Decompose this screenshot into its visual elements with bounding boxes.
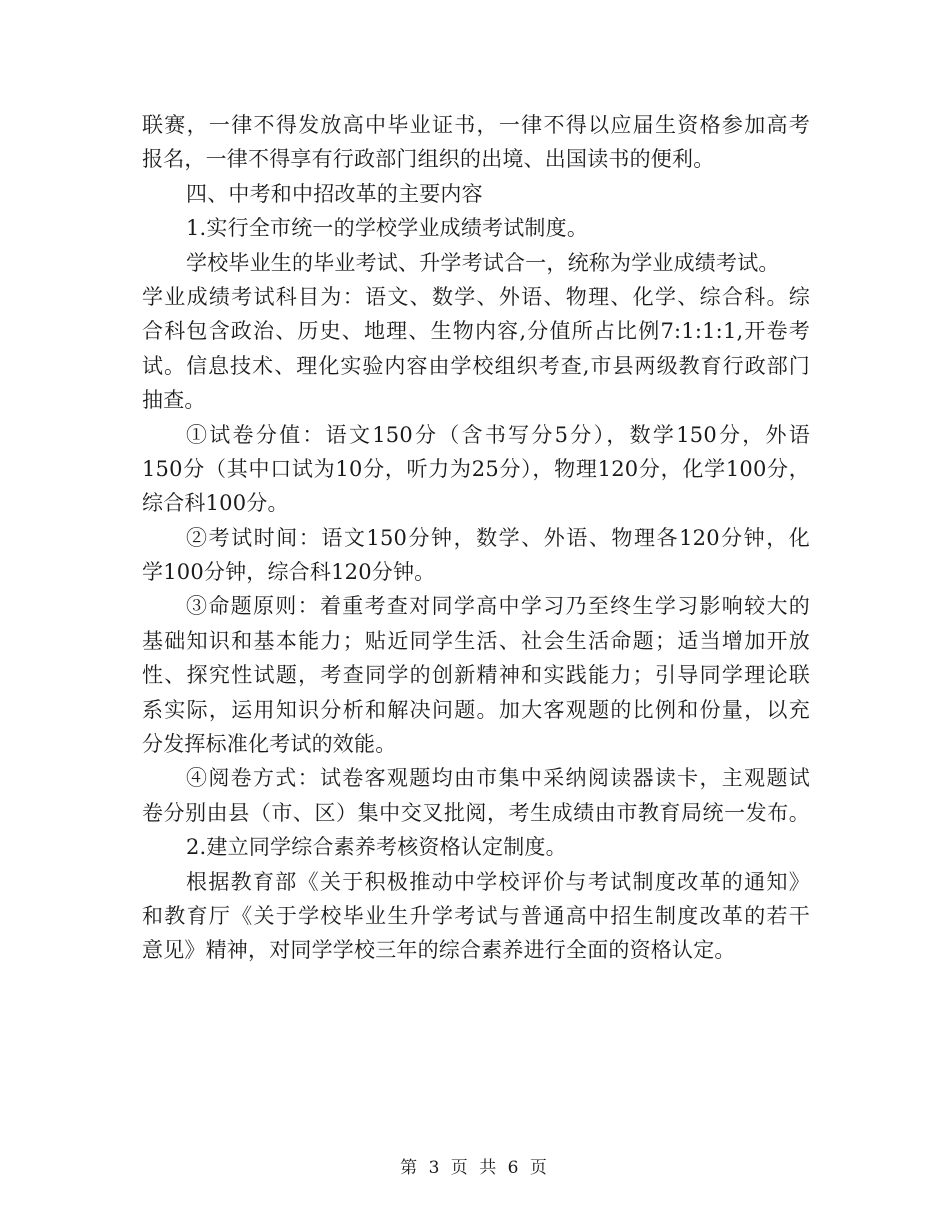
text-line: 联赛，一律不得发放高中毕业证书，一律不得以应届生资格参加高考 bbox=[142, 113, 810, 137]
list-item: ②考试时间：语文150分钟，数学、外语、物理各120分钟，化 bbox=[186, 525, 810, 550]
list-item: ①试卷分值：语文150分（含书写分5分），数学150分，外语 bbox=[186, 422, 810, 447]
text-line: 试。信息技术、理化实验内容由学校组织考查,市县两级教育行政部门 bbox=[142, 353, 810, 378]
document-body bbox=[142, 108, 810, 968]
text-line: 性、探究性试题，考查同学的创新精神和实践能力；引导同学理论联 bbox=[142, 663, 810, 688]
text-line: 抽查。 bbox=[142, 388, 206, 413]
text-line: 和教育厅《关于学校毕业生升学考试与普通高中招生制度改革的若干 bbox=[142, 903, 810, 928]
list-item: ④阅卷方式：试卷客观题均由市集中采纳阅读器读卡，主观题试 bbox=[186, 766, 810, 791]
list-item: ③命题原则：着重考查对同学高中学习乃至终生学习影响较大的 bbox=[186, 594, 810, 619]
section-heading: 四、中考和中招改革的主要内容 bbox=[186, 181, 483, 206]
text-line: 150分（其中口试为10分，听力为25分），物理120分，化学100分， bbox=[142, 456, 810, 481]
page-number: 第 3 页 共 6 页 bbox=[400, 1158, 550, 1178]
text-line: 学校毕业生的毕业考试、升学考试合一，统称为学业成绩考试。 bbox=[186, 250, 780, 275]
text-line: 学100分钟，综合科120分钟。 bbox=[142, 560, 436, 585]
text-line: 学业成绩考试科目为：语文、数学、外语、物理、化学、综合科。综 bbox=[142, 284, 810, 309]
text-line: 系实际，运用知识分析和解决问题。加大客观题的比例和份量，以充 bbox=[142, 697, 810, 722]
text-line: 意见》精神，对同学学校三年的综合素养进行全面的资格认定。 bbox=[142, 938, 736, 963]
text-line: 根据教育部《关于积极推动中学校评价与考试制度改革的通知》 bbox=[186, 869, 810, 894]
subsection-heading: 2.建立同学综合素养考核资格认定制度。 bbox=[186, 835, 567, 860]
subsection-heading: 1.实行全市统一的学校学业成绩考试制度。 bbox=[186, 216, 589, 241]
text-line: 合科包含政治、历史、地理、生物内容,分值所占比例7:1:1:1,开卷考 bbox=[142, 319, 810, 344]
text-line: 综合科100分。 bbox=[142, 491, 289, 516]
text-line: 卷分别由县（市、区）集中交叉批阅，考生成绩由市教育局统一发布。 bbox=[142, 800, 810, 825]
text-line: 基础知识和基本能力；贴近同学生活、社会生活命题；适当增加开放 bbox=[142, 628, 810, 653]
text-line: 分发挥标准化考试的效能。 bbox=[142, 732, 397, 757]
text-line: 报名，一律不得享有行政部门组织的出境、出国读书的便利。 bbox=[142, 147, 715, 172]
